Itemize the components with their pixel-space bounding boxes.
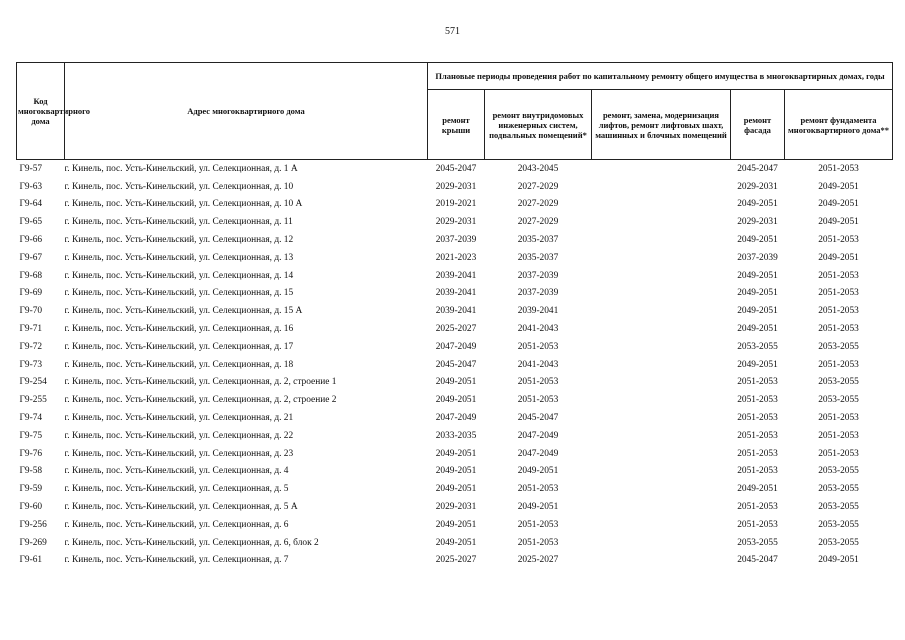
cell-engineering: 2035-2037 [517, 235, 559, 246]
cell-lifts [592, 213, 731, 231]
cell-facade: 2049-2051 [737, 484, 778, 495]
cell-engineering: 2027-2029 [517, 199, 559, 210]
cell-engineering: 2037-2039 [517, 288, 559, 299]
cell-code: Г9-72 [19, 341, 43, 352]
cell-foundation: 2051-2053 [818, 270, 859, 281]
cell-foundation: 2049-2051 [818, 217, 859, 228]
cell-lifts [592, 338, 731, 356]
cell-facade: 2049-2051 [737, 324, 778, 335]
table-row [17, 374, 893, 392]
cell-engineering: 2051-2053 [517, 341, 559, 352]
cell-code: Г9-71 [19, 324, 43, 335]
table-row [17, 320, 893, 338]
cell-facade: 2049-2051 [737, 199, 778, 210]
cell-roof: 2047-2049 [435, 341, 477, 352]
cell-address: г. Кинель, пос. Усть-Кинельский, ул. Селекционная, д. 16 [64, 324, 294, 335]
cell-address: г. Кинель, пос. Усть-Кинельский, ул. Селекционная, д. 6, блок 2 [64, 537, 319, 548]
cell-lifts [592, 427, 731, 445]
cell-foundation: 2051-2053 [818, 448, 859, 459]
table-row [17, 409, 893, 427]
cell-facade: 2051-2053 [737, 519, 778, 530]
cell-code: Г9-67 [19, 252, 43, 263]
cell-foundation: 2049-2051 [818, 181, 859, 192]
header-engineering: ремонт внутридомовых инженерных систем, подвальных помещений* [485, 90, 592, 160]
cell-facade: 2053-2055 [737, 341, 778, 352]
cell-lifts [592, 320, 731, 338]
header-lifts: ремонт, замена, модернизация лифтов, ремонт лифтовых шахт, машинных и блочных помещений [592, 90, 731, 160]
cell-roof: 2029-2031 [435, 502, 477, 513]
cell-engineering: 2045-2047 [517, 413, 559, 424]
cell-foundation: 2051-2053 [818, 288, 859, 299]
cell-code: Г9-64 [19, 199, 43, 210]
table-row [17, 534, 893, 552]
cell-facade: 2051-2053 [737, 466, 778, 477]
cell-roof: 2049-2051 [435, 395, 477, 406]
table-row [17, 249, 893, 267]
cell-engineering: 2051-2053 [517, 537, 559, 548]
cell-lifts [592, 409, 731, 427]
cell-lifts [592, 178, 731, 196]
cell-lifts [592, 374, 731, 392]
cell-roof: 2049-2051 [435, 537, 477, 548]
cell-foundation: 2053-2055 [818, 502, 859, 513]
cell-facade: 2051-2053 [737, 502, 778, 513]
cell-roof: 2049-2051 [435, 484, 477, 495]
table-row [17, 267, 893, 285]
cell-code: Г9-68 [19, 270, 43, 281]
table-row [17, 391, 893, 409]
cell-address: г. Кинель, пос. Усть-Кинельский, ул. Селекционная, д. 11 [64, 217, 293, 228]
cell-facade: 2045-2047 [737, 555, 778, 566]
cell-lifts [592, 534, 731, 552]
table-row [17, 463, 893, 481]
cell-foundation: 2051-2053 [785, 160, 893, 178]
cell-roof: 2029-2031 [435, 181, 477, 192]
cell-lifts [592, 302, 731, 320]
header-foundation: ремонт фундамента многоквартирного дома** [785, 90, 893, 160]
cell-foundation: 2053-2055 [818, 466, 859, 477]
table-row [17, 160, 893, 178]
cell-foundation: 2053-2055 [818, 484, 859, 495]
cell-lifts [592, 480, 731, 498]
header-facade: ремонт фасада [731, 90, 785, 160]
cell-address: г. Кинель, пос. Усть-Кинельский, ул. Селекционная, д. 6 [64, 519, 289, 530]
cell-roof: 2045-2047 [435, 359, 477, 370]
cell-roof: 2045-2047 [428, 160, 485, 178]
cell-engineering: 2039-2041 [517, 306, 559, 317]
cell-address: г. Кинель, пос. Усть-Кинельский, ул. Селекционная, д. 7 [64, 555, 289, 566]
table-row [17, 178, 893, 196]
cell-lifts [592, 160, 731, 178]
cell-address: г. Кинель, пос. Усть-Кинельский, ул. Селекционная, д. 10 А [64, 199, 303, 210]
cell-address: г. Кинель, пос. Усть-Кинельский, ул. Селекционная, д. 12 [64, 235, 294, 246]
cell-foundation: 2051-2053 [818, 430, 859, 441]
cell-lifts [592, 391, 731, 409]
cell-engineering: 2043-2045 [485, 160, 592, 178]
table-row [17, 552, 893, 570]
cell-foundation: 2053-2055 [818, 341, 859, 352]
header-roof: ремонт крыши [428, 90, 485, 160]
table-row [17, 338, 893, 356]
cell-roof: 2049-2051 [435, 466, 477, 477]
cell-address: г. Кинель, пос. Усть-Кинельский, ул. Селекционная, д. 1 А [65, 160, 428, 178]
table-body [17, 160, 893, 570]
cell-engineering: 2027-2029 [517, 217, 559, 228]
cell-engineering: 2051-2053 [517, 519, 559, 530]
cell-roof: 2049-2051 [435, 377, 477, 388]
cell-code: Г9-73 [19, 359, 43, 370]
cell-address: г. Кинель, пос. Усть-Кинельский, ул. Селекционная, д. 2, строение 2 [64, 395, 337, 406]
table-row [17, 302, 893, 320]
cell-facade: 2049-2051 [737, 235, 778, 246]
cell-code: Г9-60 [19, 502, 43, 513]
cell-roof: 2033-2035 [435, 430, 477, 441]
cell-roof: 2025-2027 [435, 324, 477, 335]
cell-address: г. Кинель, пос. Усть-Кинельский, ул. Селекционная, д. 15 А [64, 306, 303, 317]
cell-lifts [592, 463, 731, 481]
cell-roof: 2049-2051 [435, 519, 477, 530]
cell-code: Г9-58 [19, 466, 43, 477]
cell-facade: 2053-2055 [737, 537, 778, 548]
cell-facade: 2051-2053 [737, 413, 778, 424]
cell-code: Г9-76 [19, 448, 43, 459]
cell-facade: 2049-2051 [737, 306, 778, 317]
cell-foundation: 2049-2051 [818, 199, 859, 210]
cell-facade: 2051-2053 [737, 448, 778, 459]
cell-facade: 2045-2047 [731, 160, 785, 178]
cell-foundation: 2051-2053 [818, 324, 859, 335]
cell-code: Г9-66 [19, 235, 43, 246]
cell-code: Г9-57 [17, 160, 65, 178]
table-header [17, 63, 893, 160]
cell-engineering: 2025-2027 [517, 555, 559, 566]
cell-address: г. Кинель, пос. Усть-Кинельский, ул. Селекционная, д. 22 [64, 430, 294, 441]
cell-facade: 2051-2053 [737, 395, 778, 406]
header-code: Код многоквартирного дома [17, 63, 65, 160]
cell-roof: 2019-2021 [435, 199, 477, 210]
cell-roof: 2049-2051 [435, 448, 477, 459]
cell-address: г. Кинель, пос. Усть-Кинельский, ул. Селекционная, д. 23 [64, 448, 294, 459]
cell-facade: 2049-2051 [737, 270, 778, 281]
cell-code: Г9-65 [19, 217, 43, 228]
cell-engineering: 2051-2053 [517, 484, 559, 495]
cell-address: г. Кинель, пос. Усть-Кинельский, ул. Селекционная, д. 5 А [64, 502, 298, 513]
cell-lifts [592, 231, 731, 249]
cell-code: Г9-63 [19, 181, 43, 192]
cell-lifts [592, 285, 731, 303]
header-address: Адрес многоквартирного дома [65, 63, 428, 160]
cell-facade: 2049-2051 [737, 359, 778, 370]
cell-engineering: 2049-2051 [517, 466, 559, 477]
cell-address: г. Кинель, пос. Усть-Кинельский, ул. Селекционная, д. 2, строение 1 [64, 377, 337, 388]
cell-address: г. Кинель, пос. Усть-Кинельский, ул. Селекционная, д. 14 [64, 270, 294, 281]
table-row [17, 498, 893, 516]
cell-address: г. Кинель, пос. Усть-Кинельский, ул. Селекционная, д. 15 [64, 288, 294, 299]
cell-engineering: 2049-2051 [517, 502, 559, 513]
cell-facade: 2029-2031 [737, 181, 778, 192]
cell-lifts [592, 267, 731, 285]
cell-engineering: 2051-2053 [517, 377, 559, 388]
cell-roof: 2039-2041 [435, 288, 477, 299]
cell-code: Г9-75 [19, 430, 43, 441]
cell-facade: 2051-2053 [737, 377, 778, 388]
cell-engineering: 2035-2037 [517, 252, 559, 263]
cell-lifts [592, 498, 731, 516]
cell-lifts [592, 196, 731, 214]
cell-lifts [592, 516, 731, 534]
cell-address: г. Кинель, пос. Усть-Кинельский, ул. Селекционная, д. 18 [64, 359, 294, 370]
cell-roof: 2047-2049 [435, 413, 477, 424]
cell-lifts [592, 356, 731, 374]
cell-lifts [592, 445, 731, 463]
cell-address: г. Кинель, пос. Усть-Кинельский, ул. Селекционная, д. 4 [64, 466, 289, 477]
cell-facade: 2037-2039 [737, 252, 778, 263]
capital-repair-schedule-table [16, 62, 893, 569]
cell-foundation: 2051-2053 [818, 413, 859, 424]
cell-roof: 2039-2041 [435, 270, 477, 281]
cell-address: г. Кинель, пос. Усть-Кинельский, ул. Селекционная, д. 13 [64, 252, 294, 263]
cell-engineering: 2047-2049 [517, 448, 559, 459]
cell-code: Г9-61 [19, 555, 43, 566]
cell-roof: 2029-2031 [435, 217, 477, 228]
cell-code: Г9-70 [19, 306, 43, 317]
table-row [17, 480, 893, 498]
cell-lifts [592, 249, 731, 267]
cell-roof: 2039-2041 [435, 306, 477, 317]
table-row [17, 231, 893, 249]
cell-code: Г9-256 [19, 519, 47, 530]
table-row [17, 445, 893, 463]
cell-foundation: 2051-2053 [818, 235, 859, 246]
cell-code: Г9-269 [19, 537, 47, 548]
cell-facade: 2051-2053 [737, 430, 778, 441]
table-row [17, 285, 893, 303]
cell-foundation: 2053-2055 [818, 377, 859, 388]
cell-facade: 2049-2051 [737, 288, 778, 299]
cell-foundation: 2049-2051 [818, 252, 859, 263]
cell-engineering: 2041-2043 [517, 324, 559, 335]
cell-code: Г9-59 [19, 484, 43, 495]
cell-foundation: 2053-2055 [818, 537, 859, 548]
cell-address: г. Кинель, пос. Усть-Кинельский, ул. Селекционная, д. 10 [64, 181, 294, 192]
cell-foundation: 2053-2055 [818, 395, 859, 406]
cell-address: г. Кинель, пос. Усть-Кинельский, ул. Селекционная, д. 17 [64, 341, 294, 352]
cell-foundation: 2049-2051 [818, 555, 859, 566]
table-row [17, 427, 893, 445]
page-number: 571 [445, 26, 460, 37]
cell-code: Г9-74 [19, 413, 43, 424]
cell-foundation: 2053-2055 [818, 519, 859, 530]
cell-foundation: 2051-2053 [818, 359, 859, 370]
cell-foundation: 2051-2053 [818, 306, 859, 317]
cell-lifts [592, 552, 731, 570]
header-planned-periods: Плановые периоды проведения работ по капитальному ремонту общего имущества в многоквартирных домах, годы [428, 63, 893, 90]
cell-code: Г9-69 [19, 288, 43, 299]
cell-code: Г9-255 [19, 395, 47, 406]
cell-code: Г9-254 [19, 377, 47, 388]
cell-engineering: 2037-2039 [517, 270, 559, 281]
table-row [17, 516, 893, 534]
cell-roof: 2021-2023 [435, 252, 477, 263]
cell-engineering: 2027-2029 [517, 181, 559, 192]
table-row [17, 356, 893, 374]
cell-engineering: 2041-2043 [517, 359, 559, 370]
cell-address: г. Кинель, пос. Усть-Кинельский, ул. Селекционная, д. 21 [64, 413, 294, 424]
cell-engineering: 2051-2053 [517, 395, 559, 406]
cell-roof: 2025-2027 [435, 555, 477, 566]
cell-engineering: 2047-2049 [517, 430, 559, 441]
cell-address: г. Кинель, пос. Усть-Кинельский, ул. Селекционная, д. 5 [64, 484, 289, 495]
table-row [17, 213, 893, 231]
cell-facade: 2029-2031 [737, 217, 778, 228]
cell-roof: 2037-2039 [435, 235, 477, 246]
table-row [17, 196, 893, 214]
